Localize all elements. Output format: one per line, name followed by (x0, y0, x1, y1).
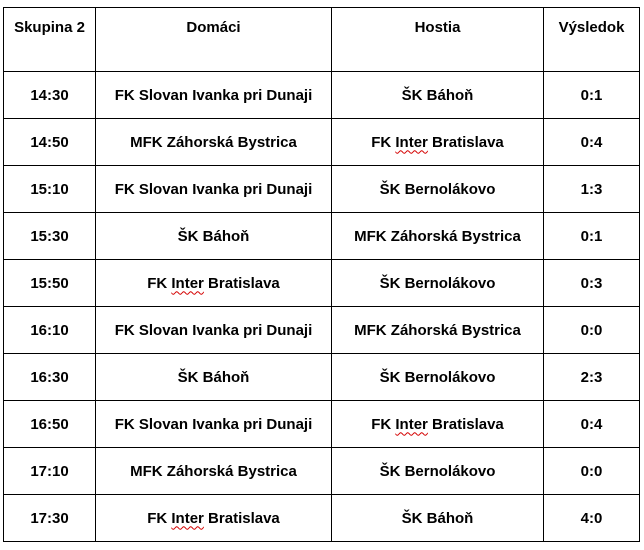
match-time: 14:30 (4, 72, 96, 119)
match-result: 0:3 (544, 260, 640, 307)
home-team: ŠK Báhoň (96, 213, 332, 260)
away-team: ŠK Bernolákovo (332, 354, 544, 401)
match-result: 0:0 (544, 307, 640, 354)
match-time: 15:50 (4, 260, 96, 307)
match-result: 2:3 (544, 354, 640, 401)
home-team: FK Slovan Ivanka pri Dunaji (96, 166, 332, 213)
home-team: FK Slovan Ivanka pri Dunaji (96, 307, 332, 354)
match-result: 0:4 (544, 401, 640, 448)
match-time: 16:10 (4, 307, 96, 354)
header-result: Výsledok (544, 8, 640, 72)
match-time: 16:50 (4, 401, 96, 448)
home-team: FK Slovan Ivanka pri Dunaji (96, 72, 332, 119)
away-team: ŠK Báhoň (332, 495, 544, 542)
table-row (4, 72, 640, 119)
match-result: 0:1 (544, 72, 640, 119)
table-row (4, 307, 640, 354)
table-row (4, 495, 640, 542)
match-result: 0:1 (544, 213, 640, 260)
header-away: Hostia (332, 8, 544, 72)
match-time: 15:30 (4, 213, 96, 260)
home-team: ŠK Báhoň (96, 354, 332, 401)
away-team: ŠK Báhoň (332, 72, 544, 119)
match-result: 0:0 (544, 448, 640, 495)
table-row (4, 166, 640, 213)
away-team: ŠK Bernolákovo (332, 448, 544, 495)
table-row (4, 401, 640, 448)
home-team: MFK Záhorská Bystrica (96, 119, 332, 166)
match-result: 1:3 (544, 166, 640, 213)
header-row (4, 8, 640, 72)
away-team: ŠK Bernolákovo (332, 166, 544, 213)
match-schedule-table (3, 7, 640, 542)
away-team: MFK Záhorská Bystrica (332, 213, 544, 260)
match-time: 17:30 (4, 495, 96, 542)
away-team: FK Inter Bratislava (332, 401, 544, 448)
header-home: Domáci (96, 8, 332, 72)
away-team: MFK Záhorská Bystrica (332, 307, 544, 354)
table-row (4, 448, 640, 495)
header-group: Skupina 2 (4, 8, 96, 72)
home-team: FK Inter Bratislava (96, 495, 332, 542)
home-team: MFK Záhorská Bystrica (96, 448, 332, 495)
table-row (4, 354, 640, 401)
away-team: FK Inter Bratislava (332, 119, 544, 166)
match-time: 17:10 (4, 448, 96, 495)
match-time: 16:30 (4, 354, 96, 401)
table-row (4, 119, 640, 166)
home-team: FK Slovan Ivanka pri Dunaji (96, 401, 332, 448)
match-time: 15:10 (4, 166, 96, 213)
match-result: 4:0 (544, 495, 640, 542)
home-team: FK Inter Bratislava (96, 260, 332, 307)
match-time: 14:50 (4, 119, 96, 166)
table-row (4, 213, 640, 260)
away-team: ŠK Bernolákovo (332, 260, 544, 307)
table-row (4, 260, 640, 307)
match-result: 0:4 (544, 119, 640, 166)
